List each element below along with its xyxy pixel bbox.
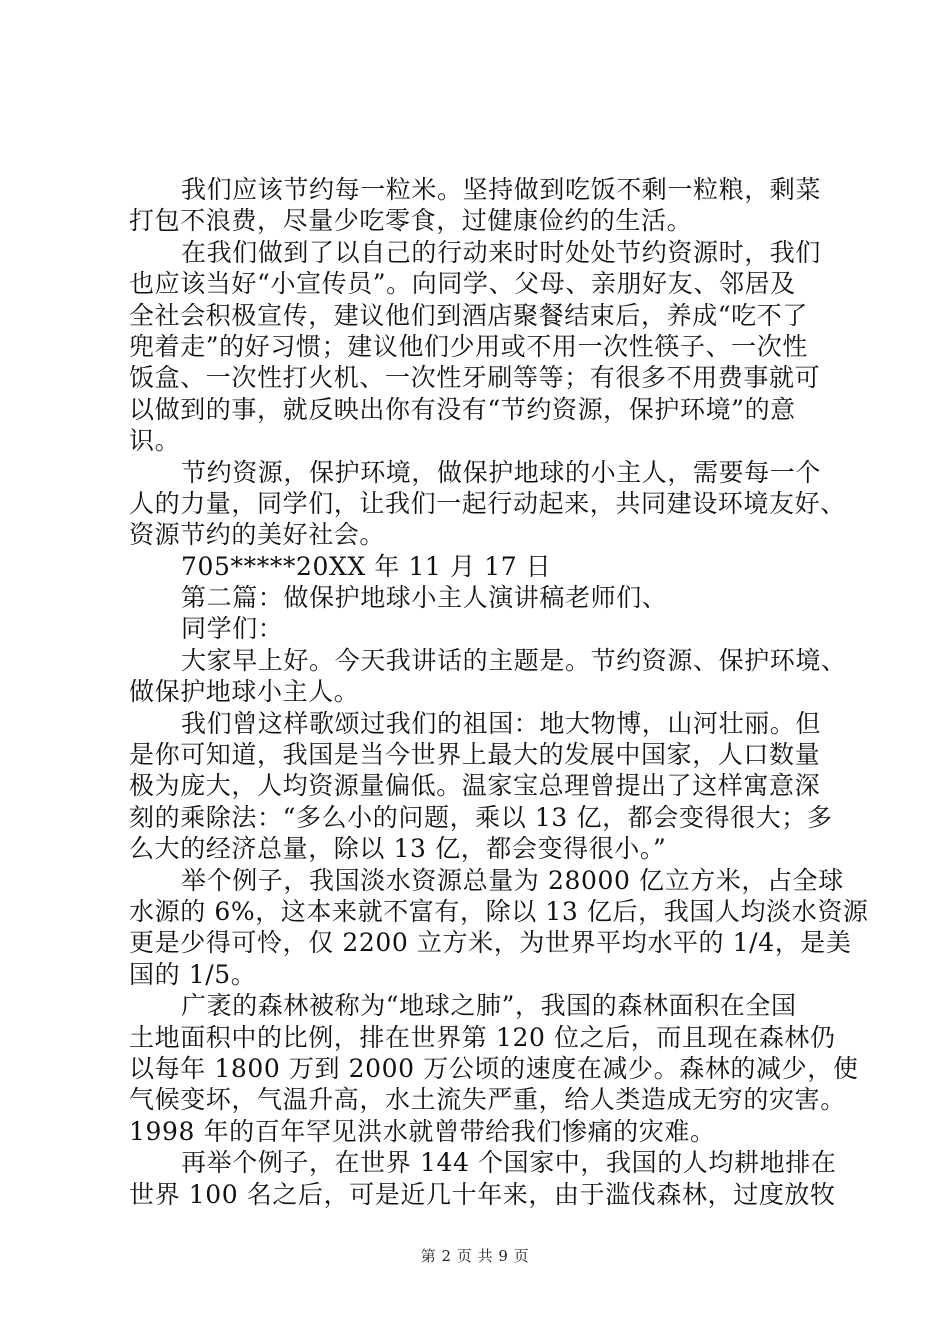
text-line: 人的力量，同学们，让我们一起行动起来，共同建设环境友好、: [129, 488, 846, 518]
text-line: 广袤的森林被称为“地球之肺”，我国的森林面积在全国: [181, 991, 797, 1021]
text-line: 兜着走”的好习惯；建议他们少用或不用一次性筷子、一次性: [129, 331, 808, 361]
text-line: 我们应该节约每一粒米。坚持做到吃饭不剩一粒粮，剩菜: [181, 175, 822, 204]
text-line: 资源节约的美好社会。: [129, 520, 386, 550]
text-line: 以每年 1800 万到 2000 万公顷的速度在减少。森林的减少，使: [129, 1053, 859, 1083]
text-line: 土地面积中的比例，排在世界第 120 位之后，而且现在森林仍: [129, 1022, 836, 1052]
text-line: 我们曾这样歌颂过我们的祖国：地大物博，山河壮丽。但: [181, 708, 822, 738]
text-line: 同学们：: [181, 614, 284, 644]
text-line: 大家早上好。今天我讲话的主题是。节约资源、保护环境、: [181, 645, 847, 675]
text-line: 饭盒、一次性打火机、一次性牙刷等等；有很多不用费事就可: [129, 363, 821, 393]
text-line: 全社会积极宣传，建议他们到酒店聚餐结束后，养成“吃不了: [129, 300, 808, 330]
text-line: 更是少得可怜，仅 2200 立方米，为世界平均水平的 1/4，是美: [129, 928, 852, 958]
text-line: 也应该当好“小宣传员”。向同学、父母、亲朋好友、邻居及: [129, 269, 796, 299]
text-line: 世界 100 名之后，可是近几十年来，由于滥伐森林，过度放牧: [129, 1179, 836, 1209]
text-line: 做保护地球小主人。: [129, 677, 360, 707]
text-line: 以做到的事，就反映出你有没有“节约资源，保护环境”的意: [129, 394, 796, 424]
text-line: 气候变坏，气温升高，水土流失严重，给人类造成无穷的灾害。: [129, 1085, 846, 1115]
document-body: [129, 174, 869, 1210]
text-line: 举个例子，我国淡水资源总量为 28000 亿立方米，占全球: [181, 865, 844, 895]
text-line: 第二篇：做保护地球小主人演讲稿老师们、: [181, 583, 668, 613]
text-line: 在我们做到了以自己的行动来时时处处节约资源时，我们: [181, 237, 822, 267]
text-line: 水源的 6%，这本来就不富有，除以 13 亿后，我国人均淡水资源: [129, 896, 869, 926]
text-line: 节约资源，保护环境，做保护地球的小主人，需要每一个: [181, 457, 822, 487]
text-line: 刻的乘除法：“多么小的问题，乘以 13 亿，都会变得很大；多: [129, 802, 833, 832]
text-line: 是你可知道，我国是当今世界上最大的发展中国家，人口数量: [129, 740, 821, 770]
text-line: 国的 1/5。: [129, 959, 257, 989]
page-footer: 第 2 页 共 9 页: [420, 1247, 530, 1265]
text-line: 识。: [129, 426, 181, 456]
text-line: 705*****20XX 年 11 月 17 日: [181, 551, 552, 581]
text-line: 极为庞大，人均资源量偏低。温家宝总理曾提出了这样寓意深: [129, 771, 821, 801]
text-line: 再举个例子，在世界 144 个国家中，我国的人均耕地排在: [181, 1148, 837, 1178]
text-line: 么大的经济总量，除以 13 亿，都会变得很小。”: [129, 834, 667, 864]
text-line: 1998 年的百年罕见洪水就曾带给我们惨痛的灾难。: [129, 1116, 716, 1146]
text-line: 打包不浪费，尽量少吃零食，过健康俭约的生活。: [129, 206, 693, 236]
